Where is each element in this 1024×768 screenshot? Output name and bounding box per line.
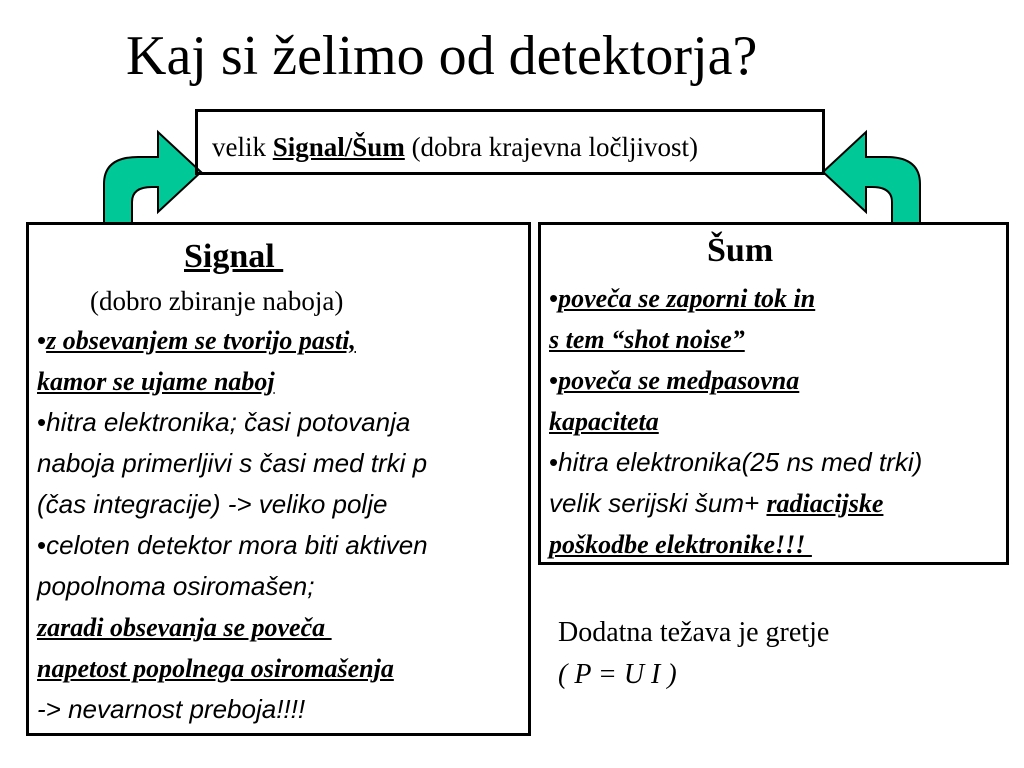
signal-item2 (37, 402, 528, 442)
extra-note: Dodatna težava je gretje (558, 617, 830, 648)
signal-item1 (37, 320, 528, 361)
noise-heading: Šum (707, 232, 774, 269)
bullet-icon: • (549, 283, 559, 313)
signal-noise-box (195, 109, 825, 175)
noise-item3a: hitra elektronika(25 ns med trki) (558, 447, 923, 477)
bullet-icon: • (37, 530, 47, 560)
noise-box (538, 222, 1009, 565)
signal-heading: Signal (184, 238, 284, 275)
top-pre: velik (212, 132, 273, 162)
noise-item1b: s tem “shot noise” (549, 325, 745, 354)
curved-arrow-right-icon (828, 122, 938, 226)
signal-item3b: popolnoma osiromašen; (37, 571, 315, 601)
signal-item1a: z obsevanjem se tvorijo pasti, (46, 326, 356, 355)
signal-item3a: celoten detektor mora biti aktiven (46, 530, 428, 560)
curved-arrow-left-icon (96, 122, 206, 226)
bullet-icon: • (549, 365, 559, 395)
noise-item3b: velik serijski šum+ (549, 488, 767, 518)
noise-item2a: poveča se medpasovna (558, 366, 800, 395)
bullet-icon: • (37, 325, 47, 355)
signal-item1b: kamor se ujame naboj (37, 367, 275, 396)
signal-item3 (37, 525, 528, 565)
noise-item2 (549, 360, 1006, 401)
signal-item2b: naboja primerljivi s časi med trki p (37, 448, 428, 478)
top-post: (dobra krajevna ločljivost) (404, 132, 698, 162)
bullet-icon: • (549, 447, 559, 477)
bullet-icon: • (37, 407, 47, 437)
signal-item2c: (čas integracije) -> veliko polje (37, 489, 388, 519)
top-key: Signal/Šum (272, 132, 405, 162)
noise-item3 (549, 442, 1006, 482)
noise-item3d: poškodbe elektronike!!! (549, 530, 812, 559)
signal-item3c: zaradi obsevanja se poveča (37, 613, 332, 642)
signal-subheading: (dobro zbiranje naboja) (90, 286, 344, 316)
noise-item1 (549, 278, 1006, 319)
signal-box (26, 222, 531, 736)
noise-item3c: radiacijske (766, 489, 884, 518)
slide-title: Kaj si želimo od detektorja? (126, 25, 758, 87)
noise-item1a: poveča se zaporni tok in (558, 284, 816, 313)
signal-item2a: hitra elektronika; časi potovanja (46, 407, 411, 437)
noise-item2b: kapaciteta (549, 407, 659, 436)
signal-item3d: napetost popolnega osiromašenja (37, 654, 394, 683)
signal-item3e: -> nevarnost preboja!!!! (37, 694, 306, 724)
power-formula: ( P = U I ) (558, 659, 677, 690)
